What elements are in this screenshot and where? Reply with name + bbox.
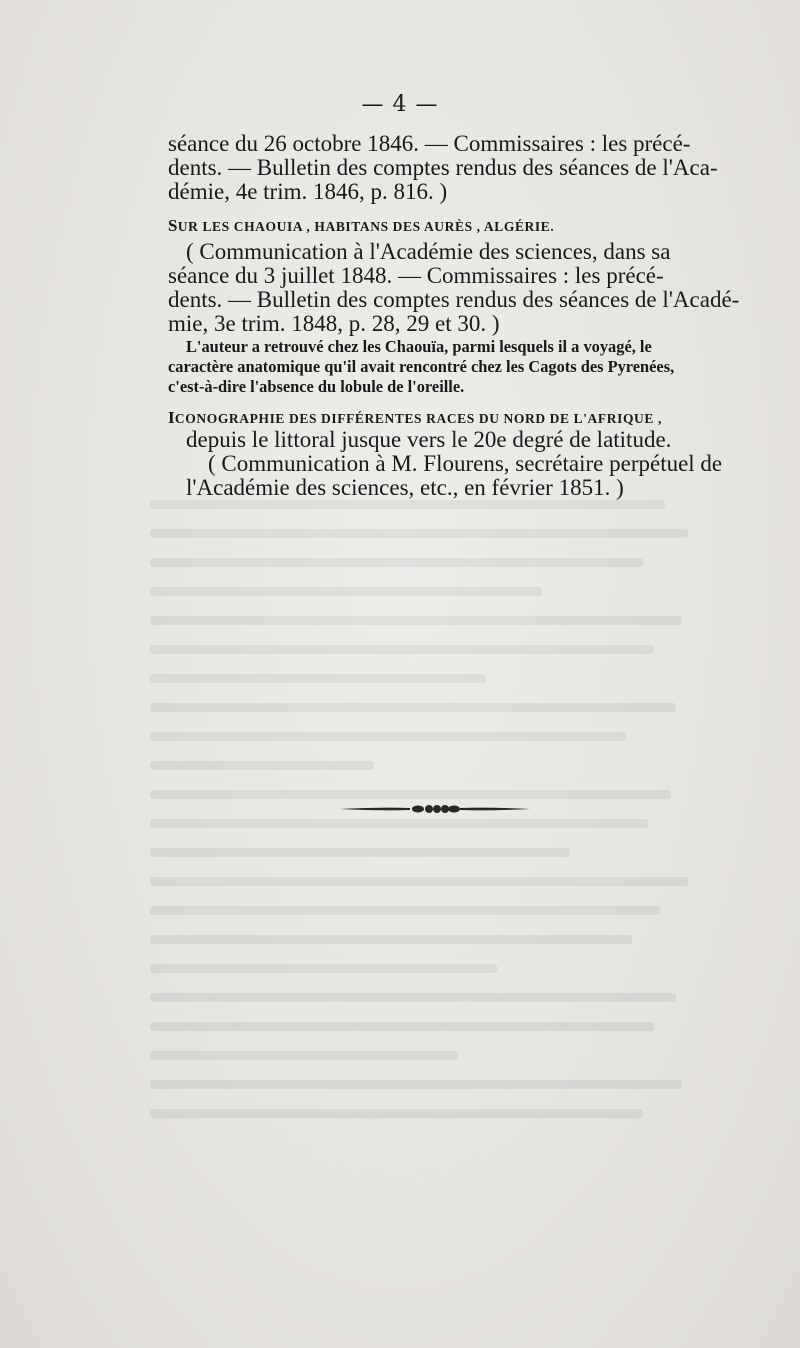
text-line: séance du 26 octobre 1846. — Commissaires : les précé- — [168, 131, 691, 156]
paragraph-communication-1851 — [168, 428, 748, 500]
text-line: caractère anatomique qu'il avait rencontré chez les Cagots des Pyrenées, — [168, 357, 675, 376]
paragraph-summary — [168, 337, 748, 397]
text-line: séance du 3 juillet 1848. — Commissaires : les précé- — [168, 263, 664, 288]
heading-text: UR LES CHAOUIA , HABITANS DES AURÈS , ALGÉRIE. — [177, 219, 555, 234]
text-line: ( Communication à M. Flourens, secrétaire perpétuel de — [208, 451, 723, 476]
heading-initial: S — [168, 216, 178, 235]
ornamental-divider — [340, 803, 530, 815]
text-line: ( Communication à l'Académie des sciences, dans sa — [186, 239, 671, 264]
paragraph-continuation — [168, 132, 748, 204]
heading-text: CONOGRAPHIE DES DIFFÉRENTES RACES DU NORD DE L'AFRIQUE , — [174, 411, 662, 426]
heading-initial: I — [168, 408, 175, 427]
text-line: L'auteur a retrouvé chez les Chaouïa, parmi lesquels il a voyagé, le — [186, 337, 652, 356]
paragraph-communication-1848 — [168, 240, 748, 336]
text-line: l'Académie des sciences, etc., en février 1851. ) — [186, 475, 624, 500]
text-line: c'est-à-dire l'absence du lobule de l'oreille. — [168, 377, 465, 396]
text-line: mie, 3e trim. 1848, p. 28, 29 et 30. ) — [168, 311, 500, 336]
page-number: — 4 — — [361, 92, 439, 117]
section-heading-chaouia — [168, 216, 748, 236]
text-line: démie, 4e trim. 1846, p. 816. ) — [168, 179, 448, 204]
text-line: dents. — Bulletin des comptes rendus des séances de l'Acadé- — [168, 287, 740, 312]
text-line: dents. — Bulletin des comptes rendus des séances de l'Aca- — [168, 155, 718, 180]
bleed-through-texture — [150, 500, 710, 1160]
section-heading-iconographie — [168, 408, 748, 428]
text-line: depuis le littoral jusque vers le 20e degré de latitude. — [186, 427, 672, 452]
